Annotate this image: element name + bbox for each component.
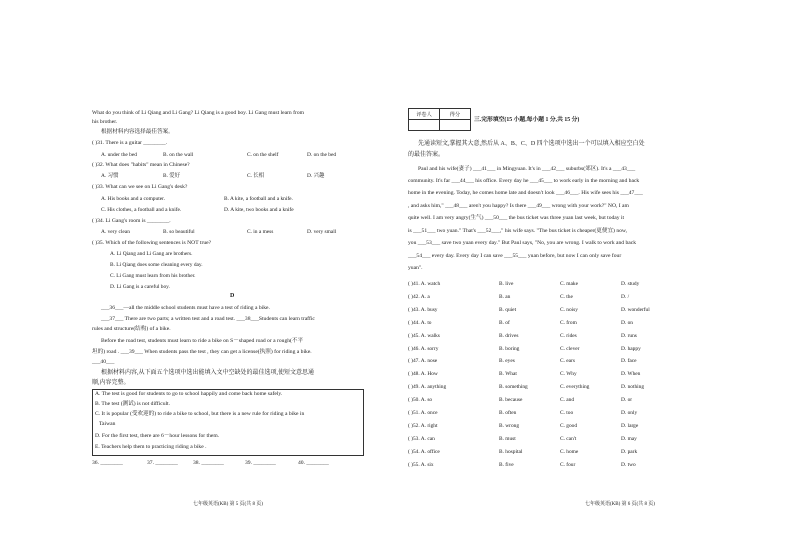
choice-question: ( )52. A. right <box>408 422 438 429</box>
choice-question: ( )41. A. watch <box>408 281 441 287</box>
choice-question: ( )48. A. How <box>408 371 438 378</box>
right-page <box>397 0 794 550</box>
passage-line: , and asks him," ___48___ aren't you happy? Is there ___49___ wrong with your work?" NO, I am <box>408 203 629 209</box>
option: A. very clean <box>101 229 130 235</box>
choice-option: C. home <box>560 448 579 455</box>
choice-question: ( )45. A. walks <box>408 332 440 339</box>
intro-line: What do you think of Li Qiang and Li Gang? Li Qiang is a good boy. Li Gang must learn from <box>92 110 304 116</box>
choice-question: ( )49. A. anything <box>408 384 447 391</box>
choice-option: C. rides <box>560 332 577 339</box>
choice-question: ( )50. A. so <box>408 397 433 404</box>
choice-question: ( )47. A. nose <box>408 358 438 365</box>
passage-line: community. It's far ___44___ his office. Every day he ___45___ to work early in the morning and back <box>408 178 640 184</box>
choice-option: B. quiet <box>499 306 517 313</box>
choice-option: C. noisy <box>560 306 578 313</box>
option: A. 习惯 <box>101 173 119 179</box>
passage-line: 坦的) road . ___39___ When students pass the test , they can get a license(执照) for riding a bike. <box>92 349 312 355</box>
choice-option: D. large <box>621 422 639 429</box>
choice-option: B. an <box>499 293 511 300</box>
instruction-line: 根据材料内容选择最佳答案。 <box>101 129 174 135</box>
choice-question: ( )51. A. once <box>408 410 438 416</box>
choice-option: B. five <box>499 461 514 468</box>
answer-blank[interactable]: 39. ________ <box>245 460 276 466</box>
choice-question: ( )44. A. to <box>408 319 432 326</box>
option: A. His books and a computer. <box>101 196 165 202</box>
box-option: E. Teachers help them to practicing riding a bike . <box>95 444 207 450</box>
option: B. A kite, a football and a knife. <box>224 196 293 202</box>
choice-option: D. face <box>621 358 637 365</box>
choice-option: C. too <box>560 410 574 416</box>
choice-option: C. and <box>560 397 575 404</box>
box-option: Taiwan <box>99 421 116 427</box>
box-option: A. The test is good for students to go to school happily and come back home safely. <box>95 391 283 397</box>
choice-option: C. the <box>560 293 573 300</box>
choice-option: C. good <box>560 422 578 429</box>
choice-question: ( )54. A. office <box>408 448 440 455</box>
answer-blank[interactable]: 40. ________ <box>298 460 329 466</box>
choice-question: ( )53. A. can <box>408 435 435 442</box>
option: D. 兴趣 <box>307 173 325 179</box>
choice-option: C. from <box>560 319 577 326</box>
choice-option: D. may <box>621 435 637 442</box>
box-option: D. For the first test, there are 6－hour lessons for them. <box>95 433 220 439</box>
choice-option: C. make <box>560 281 578 287</box>
answer-blank[interactable]: 36. ________ <box>92 460 123 466</box>
passage-line: home in the evening. Today, he comes home late and doesn't look ___46___. His wife sees his ___47___ <box>408 190 643 196</box>
option: A. Li Qiang and Li Gang are brothers. <box>110 251 193 257</box>
question-34: ( )34. Li Gang's room is ________. <box>92 218 171 224</box>
option: D. very small <box>307 229 337 235</box>
page-footer: 七年级英语(KB) 第 6 页(共 8 页) <box>585 502 655 507</box>
passage-line: you ___53___ save two yuan every day." But Paul says, "No, you are wrong. I walk to work and back <box>408 240 637 246</box>
choice-option: B. because <box>499 397 523 404</box>
score-cell[interactable] <box>440 120 471 131</box>
box-option: B. The test (测试) is not difficult. <box>95 401 170 407</box>
instruction-line: 先通读短文,掌握其大意,然后从 A、B、C、D 四个选项中选出一个可以填入相应空白处 <box>418 141 645 147</box>
choice-option: D. two <box>621 461 636 468</box>
choice-option: D. on <box>621 319 633 326</box>
choice-option: D. only <box>621 410 638 416</box>
choice-option: C. four <box>560 461 576 468</box>
passage-line: is ___51___ two yuan." That's ___52___," his wife says. "The bus ticket is cheaper(更便宜) now, <box>408 228 627 234</box>
option: C. Li Gang must learn from his brother. <box>110 273 196 279</box>
grader-header: 评卷人 <box>409 109 440 120</box>
choice-option: B. drives <box>499 332 519 339</box>
choice-option: C. Why <box>560 371 577 378</box>
choice-option: D. happy <box>621 345 641 352</box>
choice-option: B. often <box>499 410 517 416</box>
choice-option: B. hospital <box>499 448 523 455</box>
choice-option: D. / <box>621 293 630 300</box>
score-table <box>408 108 471 131</box>
choice-option: B. boring <box>499 345 520 352</box>
option: D. Li Gang is a careful boy. <box>110 284 170 290</box>
passage-line: yuan". <box>408 265 423 271</box>
choice-option: B. eyes <box>499 358 515 365</box>
choice-option: C. everything <box>560 384 590 391</box>
choice-option: C. can't <box>560 435 577 442</box>
choice-option: C. clever <box>560 345 580 352</box>
choice-question: ( )43. A. busy <box>408 306 438 313</box>
choice-option: D. nothing <box>621 384 645 391</box>
choice-option: D. wonderful <box>621 306 650 313</box>
choice-option: D. runs <box>621 332 637 339</box>
option: B. so beautiful <box>163 229 195 235</box>
section-d-title: D <box>230 293 235 299</box>
grader-cell[interactable] <box>409 120 440 131</box>
choice-option: B. What <box>499 371 517 378</box>
passage-line: ___40___ <box>92 359 115 365</box>
instruction-line: 根据材料内容,从下面五个选项中选出能填入文中空缺处的最佳选项,使短文意思通 <box>101 370 315 376</box>
option: A. under the bed <box>101 152 137 158</box>
question-35: ( )35. Which of the following sentences is NOT true? <box>92 240 212 246</box>
intro-line: his brother. <box>92 119 118 125</box>
choice-option: B. of <box>499 319 510 326</box>
instruction-line: 顺,内容完整。 <box>92 380 130 386</box>
passage-line: ___54___ every day. Every day I can save ___55___ yuan before, but now I can only save four <box>408 253 622 259</box>
option: B. 爱好 <box>163 173 181 179</box>
choice-option: D. park <box>621 448 638 455</box>
question-33: ( )33. What can we see on Li Gang's desk? <box>92 184 188 190</box>
option: B. Li Qiang does some cleaning every day. <box>110 262 203 268</box>
passage-line: quite well. I am very angry(生气) ___50___ the bus ticket was three yuan last week, but today it <box>408 215 625 221</box>
passage-line: rules and structure(结构) of a bike. <box>92 326 171 332</box>
page-footer: 七年级英语(KB) 第 5 页(共 8 页) <box>193 502 263 507</box>
choice-option: C. ears <box>560 358 575 365</box>
box-option: C. It is popular (受欢迎的) to ride a bike to school, but there is a new rule for riding a bike in <box>95 411 305 417</box>
option: D. on the bed <box>307 152 337 158</box>
passage-line: Before the road test, students must learn to ride a bike on S－shaped road or a rough(不平 <box>101 338 304 344</box>
section-title: 三.完形填空(15 小题,每小题 1 分,共 15 分) <box>474 117 580 123</box>
choice-option: D. When <box>621 371 641 378</box>
option: C. 长相 <box>247 173 265 179</box>
option: C. His clothes, a football and a knife. <box>101 207 182 213</box>
instruction-line: 的最佳答案。 <box>408 152 445 158</box>
passage-line: Paul and his wife(妻子) ___41___ in Mingyuan. It's in ___42___ suburbs(郊区). It's a ___43___ <box>418 166 636 172</box>
choice-question: ( )55. A. six <box>408 461 434 468</box>
passage-line: ___36___—all the middle school students must have a test of riding a bike. <box>101 305 270 311</box>
choice-option: B. must <box>499 435 516 442</box>
option: D. A kite, two books and a knife <box>224 207 294 213</box>
choice-option: D. study <box>621 281 640 287</box>
question-31: ( )31. There is a guitar ________. <box>92 140 168 146</box>
choice-option: D. or <box>621 397 633 404</box>
option: B. on the wall <box>163 152 194 158</box>
options-box <box>92 389 364 456</box>
choice-question: ( )42. A. a <box>408 293 430 300</box>
choice-option: B. wrong <box>499 422 520 429</box>
question-32: ( )32. What does "habits" mean in Chinese? <box>92 162 190 168</box>
answer-blank[interactable]: 38. ________ <box>193 460 224 466</box>
choice-option: B. something <box>499 384 528 391</box>
option: C. in a mess <box>247 229 274 235</box>
passage-line: ___37___ There are two parts; a written test and a road test. ___38___Students can learn traffic <box>101 316 315 322</box>
choice-question: ( )46. A. sorry <box>408 345 439 352</box>
answer-blank[interactable]: 37. ________ <box>147 460 178 466</box>
option: C. on the shelf <box>247 152 279 158</box>
choice-option: B. live <box>499 281 514 287</box>
score-header: 得分 <box>440 109 471 120</box>
